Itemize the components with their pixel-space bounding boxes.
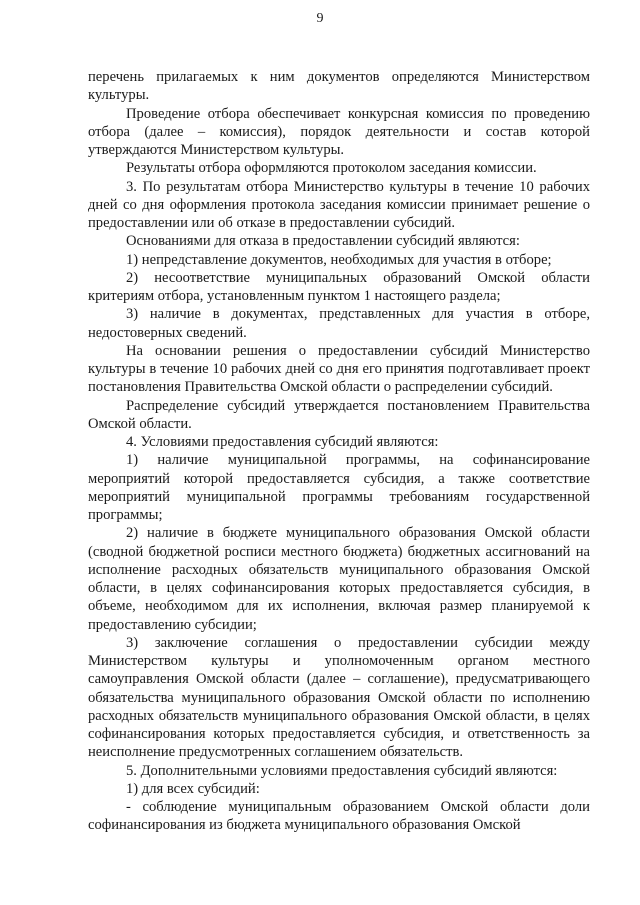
list-item: 3) наличие в документах, представленных для участия в отборе, недостоверных сведений. [88, 306, 590, 341]
list-item: 2) несоответствие муниципальных образований Омской области критериям отбора, установленным пунктом 1 настоящего раздела; [88, 269, 590, 304]
paragraph: На основании решения о предоставлении субсидий Министерство культуры в течение 10 рабочих дней со дня его принятия подготавливает проект постановления Правительства Омской области о распределении субсидий. [88, 342, 590, 396]
list-item: 2) наличие в бюджете муниципального образования Омской области (сводной бюджетной росписи местного бюджета) бюджетных ассигнований на исполнение расходных обязательств муниципального образования Омской области, в целях софинансирования которых предоставляется субсидия, в объеме, необходимом для их исполнения, включая размер планируемой к предоставлению субсидии; [88, 525, 590, 633]
list-item: 1) для всех субсидий: [126, 780, 260, 797]
paragraph: перечень прилагаемых к ним документов определяются Министерством культуры. [88, 69, 590, 104]
paragraph: Основаниями для отказа в предоставлении субсидий являются: [126, 233, 520, 250]
paragraph: 3. По результатам отбора Министерство культуры в течение 10 рабочих дней со дня оформления протокола заседания комиссии принимает решение о предоставлении или об отказе в предоставлении субсидий. [88, 178, 590, 231]
list-item: 1) наличие муниципальной программы, на софинансирование мероприятий которой предоставляется субсидия, а также соответствие мероприятий муниципальной программы требованиям государственной программы; [88, 452, 590, 523]
paragraph: Распределение субсидий утверждается постановлением Правительства Омской области. [88, 397, 590, 432]
paragraph: 4. Условиями предоставления субсидий являются: [126, 434, 439, 450]
paragraph: Проведение отбора обеспечивает конкурсная комиссия по проведению отбора (далее – комиссия), порядок деятельности и состав которой утверждаются Министерством культуры. [88, 105, 590, 158]
list-item: 1) непредставление документов, необходимых для участия в отборе; [126, 251, 552, 268]
paragraph: 5. Дополнительными условиями предоставления субсидий являются: [126, 762, 558, 779]
page-number: 9 [316, 11, 324, 26]
list-item: 3) заключение соглашения о предоставлении субсидии между Министерством культуры и уполномоченным органом местного самоуправления Омской области (далее – соглашение), предусматривающего обязательства муниципального образования Омской области по исполнению расходных обязательств муниципального образования Омской области, в целях софинансирования которых предоставляется субсидия, и ответственность за неисполнение предусмотренных соглашением обязательств. [88, 634, 590, 761]
document-body [88, 68, 590, 835]
paragraph: Результаты отбора оформляются протоколом заседания комиссии. [126, 160, 537, 177]
list-item: - соблюдение муниципальным образованием Омской области доли софинансирования из бюджета муниципального образования Омской [88, 799, 590, 834]
